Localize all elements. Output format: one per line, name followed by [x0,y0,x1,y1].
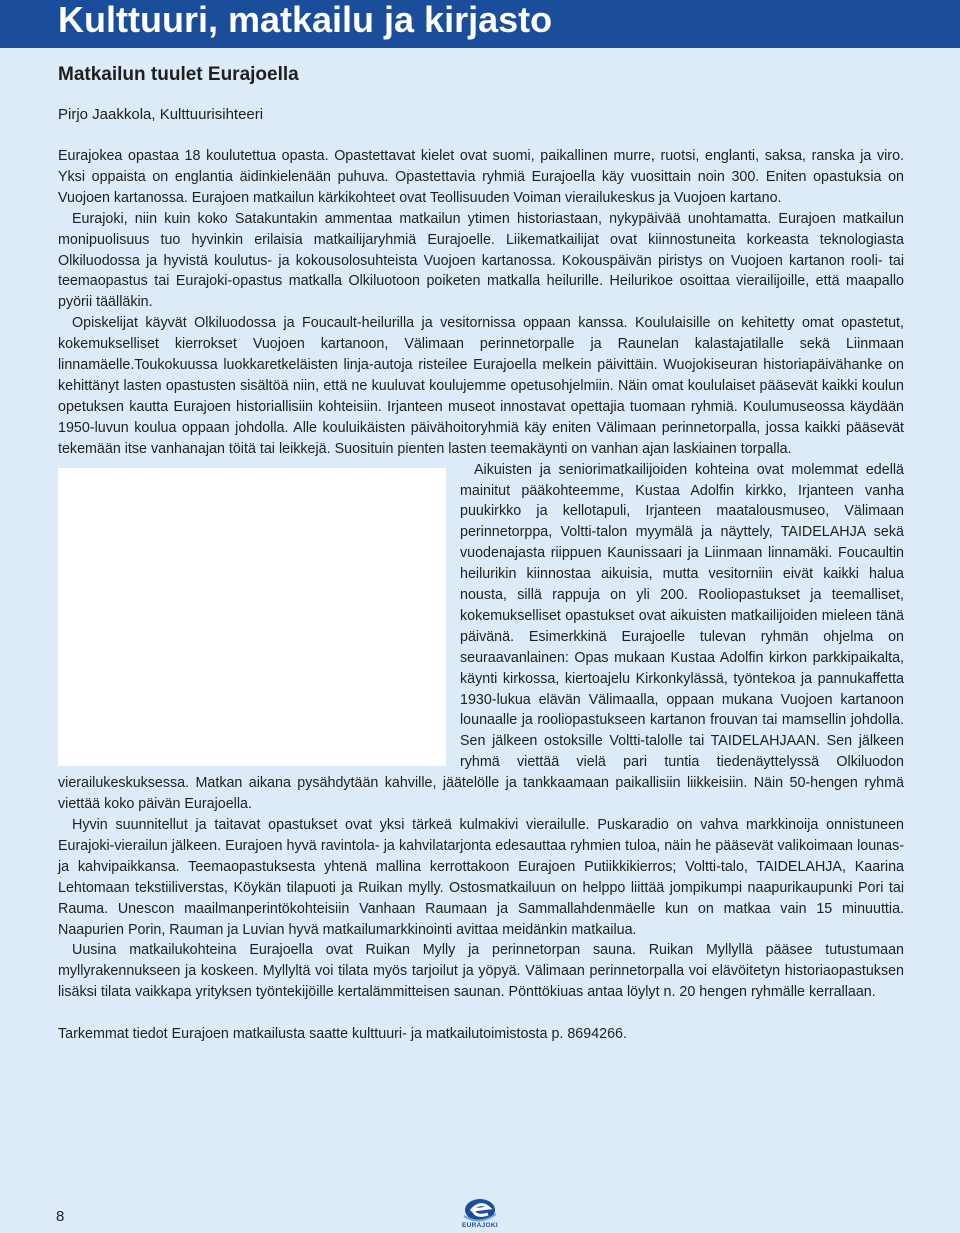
paragraph-1: Eurajokea opastaa 18 koulutettua opasta. Opastettavat kielet ovat suomi, paikallinen murre, ruotsi, englanti, saksa, ranska ja viro. Yksi oppaista on englantia äidinkielenään puhuva. Opastettavia ryhmiä Eurajoella käy vuosittain noin 300. Eniten opastuksia on Vuojoen kartanossa. Eurajoen matkailun kärkikohteet ovat Teollisuuden Voiman vierailukeskus ja Vuojoen kartano. [58,148,904,206]
eurajoki-logo-icon [458,1196,502,1224]
page-number: 8 [56,1208,65,1225]
article-title: Matkailun tuulet Eurajoella [58,64,299,85]
contact-info: Tarkemmat tiedot Eurajoen matkailusta saatte kulttuuri- ja matkailutoimistosta p. 8694266. [58,1026,627,1043]
section-banner [0,0,960,48]
article [58,60,904,1045]
paragraph-5: Hyvin suunnitellut ja taitavat opastukset ovat yksi tärkeä kulmakivi vierailulle. Puskaradio on vahva markkinoija onnistuneen Eurajoki-vierailun jälkeen. Eurajoen hyvä ravintola- ja kahvilatarjonta edesauttaa ryhmien tuloa, näin he pääsevät valikoimaan lounas- ja kahvipaikkansa. Teemaopastuksesta yhtenä mallina kerrottakoon Eurajoen Putiikkikierros; Voltti-talo, TAIDELAHJA, Kaarina Lehtomaan tekstiiliverstas, Köykän tilapuoti ja Ruikan mylly. Ostosmatkailuun on helppo liittää jompikumpi naapurikaupunki Pori tai Rauma. Unescon maailmanperintökohteisiin Vanhaan Raumaan ja Sammallahdenmäelle kun on matkaa vain 15 minuuttia. Naapurien Porin, Rauman ja Luvian hyvä matkailumarkkinointi avittaa meidänkin matkailua. [58,817,904,938]
logo-text: EURAJOKI [462,1222,498,1229]
article-photo-placeholder [58,468,446,766]
article-author: Pirjo Jaakkola, Kulttuurisihteeri [58,106,264,123]
paragraph-3: Opiskelijat käyvät Olkiluodossa ja Foucault-heilurilla ja vesitornissa oppaan kanssa. Koululaisille on kehitetty omat opastetut, kokemukselliset kierrokset Vuojoen kartanoon, Välimaan perinnetorpalle ja Raunelan kalastajatilalle sekä Liinmaan linnamäelle.Toukokuussa luokkaretkeläisten linja-autoja risteilee Eurajoella melkein päivittäin. Wuojokiseuran historiapäivähanke on kehittänyt lasten opastusten sisältöä niin, että ne kuuluvat koulujemme opetusohjelmiin. Näin omat koululaiset pääsevät kaikki koulun opetuksen kautta Eurajoen historiallisiin kohteisiin. Irjanteen museot innostavat opettajia tuomaan ryhmiä. Koulumuseossa käydään 1950-luvun koulua oppaan johdolla. Alle kouluikäisten päivähoitoryhmiä käy eniten Välimaan perinnetorpalla, jossa kaikki pääsevät tekemään itse vanhanajan töitä tai leikkejä. Suosituin pienten lasten teemakäynti on vanhan ajan laskiainen torpalla. [58,315,904,457]
article-body [58,146,904,1003]
paragraph-6: Uusina matkailukohteina Eurajoella ovat Ruikan Mylly ja perinnetorpan sauna. Ruikan Myllyllä pääsee tutustumaan myllyrakennukseen ja koskeen. Myllyltä voi tilata myös tarjoilut ja yöpyä. Välimaan perinnetorpalla voi elävöitetyn historiaopastuksen lisäksi tilata vaikkapa yrityksen työntekijöille kertalämmitteisen saunan. Pönttökiuas antaa löylyt n. 20 hengen ryhmälle kerrallaan. [58,942,904,1001]
paragraph-4: Aikuisten ja seniorimatkailijoiden kohteina ovat molemmat edellä mainitut pääkohteemme, Kustaa Adolfin kirkko, Irjanteen vanha puukirkko ja kellotapuli, Irjanteen maatalousmuseo, Välimaan perinnetorppa, Voltti-talon myymälä ja näyttely, TAIDELAHJA sekä vuodenajasta riippuen Kaunissaari ja Liinmaan linnamäki. Foucaultin heilurikin kiinnostaa aikuisia, mutta vesitorniin eivät kaikki halua nousta, sillä rappuja on yli 200. Rooliopastukset ja teemalliset, kokemukselliset opastukset ovat aikuisten matkailijoiden mieleen tänä päivänä. Esimerkkinä Eurajoelle tulevan ryhmän ohjelma on seuraavanlainen: Opas mukaan Kustaa Adolfin kirkon parkkipaikalta, käynti kirkossa, kiertoajelu Kirkonkylässä, työntekoa ja pannukaffetta 1930-lukua elävän Välimaalla, oppaan mukana Vuojoen kartanoon lounaalle ja rooliopastukseen kartanon frouvan tai mamsellin johdolla. Sen jälkeen ostoksille Voltti-talolle tai TAIDELAHJAAN. Sen jälkeen ryhmä viettää vielä pari tuntia tiedenäyttelyssä Olkiluodon vierailukeskuksessa. Matkan aikana pysähdytään kahville, jäätelölle ja tankkaamaan paikallisiin liikkeisiin. Näin 50-hengen ryhmä viettää koko päivän Eurajoella. [58,461,904,813]
eurajoki-logo [458,1196,502,1232]
section-title: Kulttuuri, matkailu ja kirjasto [58,0,553,40]
paragraph-2: Eurajoki, niin kuin koko Satakuntakin ammentaa matkailun ytimen historiastaan, nykypäivää unohtamatta. Eurajoen matkailun monipuolisuus tuo hyvinkin erilaisia matkailijaryhmiä Eurajoelle. Liikematkailijat ovat kiinnostuneita korkeasta teknologiasta Olkiluodossa ja hyvistä koulutus- ja kokousolosuhteista Vuojoen kartanossa. Kokouspäivän piristys on Vuojoen kartanon rooli- tai teemaopastus tai Eurajoki-opastus matkalla Olkiluotoon poiketen matkalla heilurille. Heilurikoe osoittaa vierailijoille, että maapallo pyörii täälläkin. [58,210,904,311]
